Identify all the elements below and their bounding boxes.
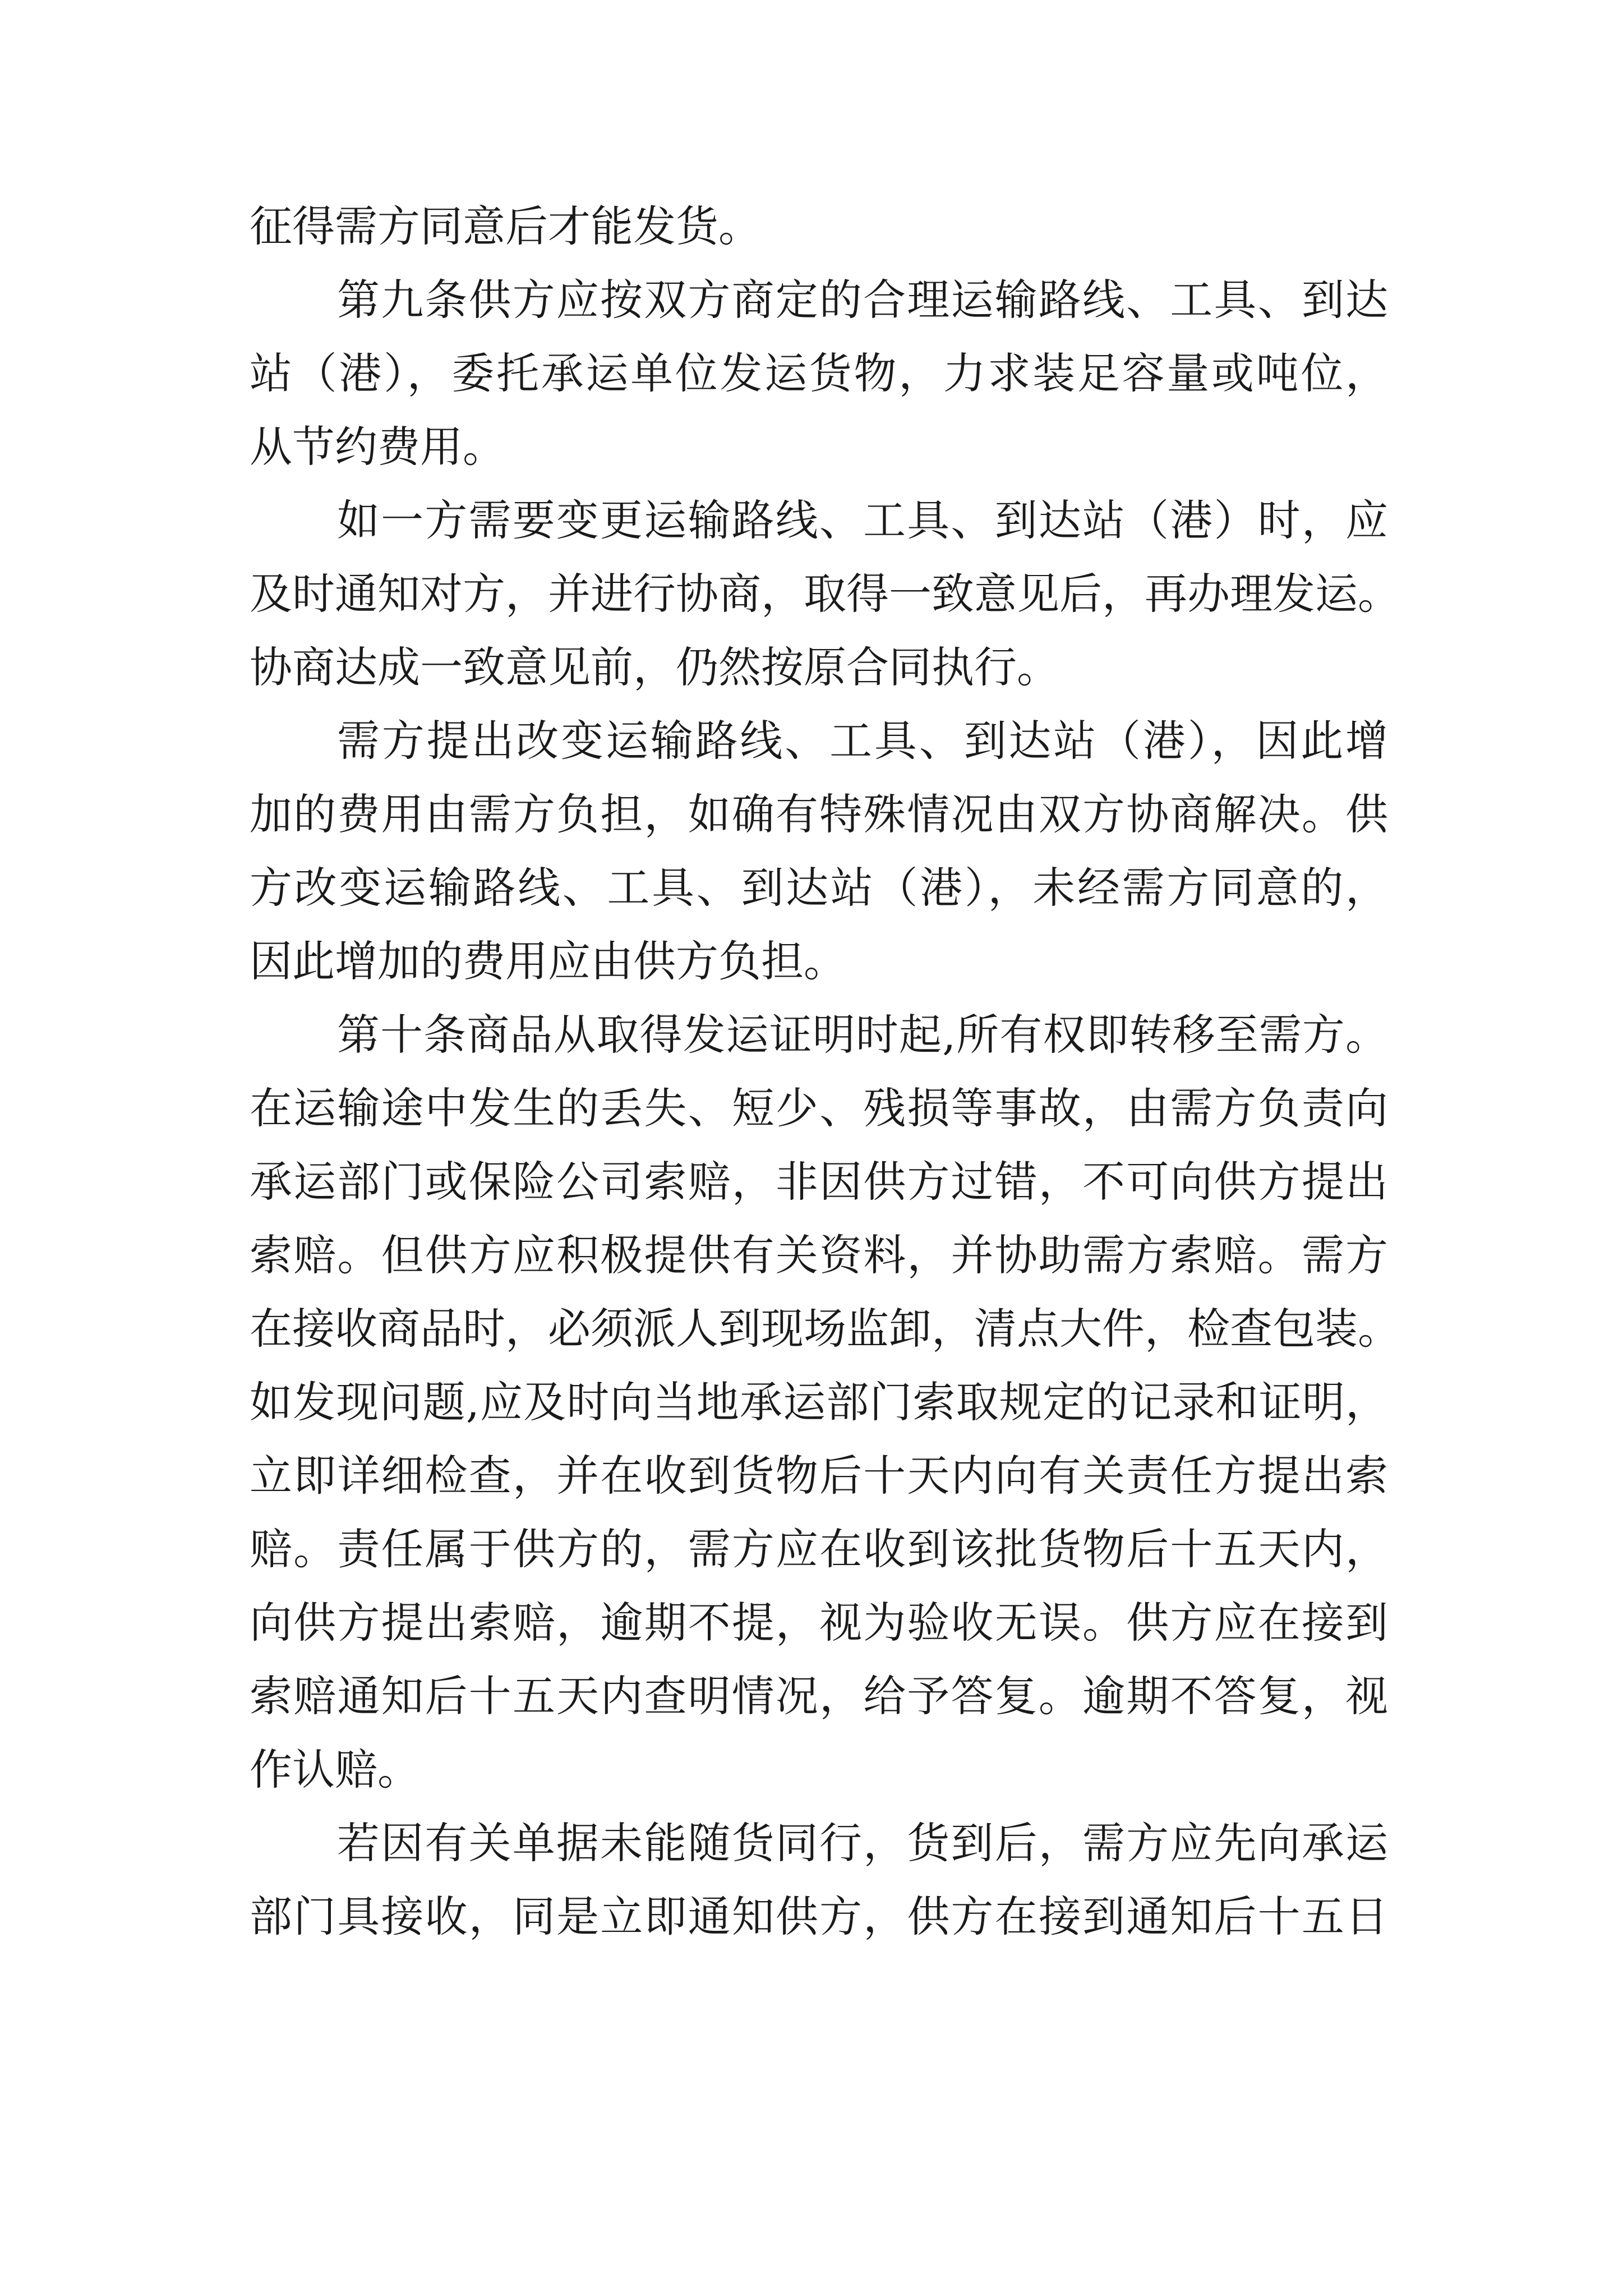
text-line: 索赔。但供方应积极提供有关资料，并协助需方索赔。需方 — [250, 1230, 1388, 1280]
text-line: 向供方提出索赔，逾期不提，视为验收无误。供方应在接到 — [250, 1598, 1388, 1648]
text-line: 协商达成一致意见前，仍然按原合同执行。 — [250, 642, 1059, 692]
text-line: 承运部门或保险公司索赔，非因供方过错，不可向供方提出 — [250, 1157, 1388, 1207]
text-line: 若因有关单据未能随货同行，货到后，需方应先向承运 — [337, 1818, 1388, 1868]
text-line: 立即详细检查，并在收到货物后十天内向有关责任方提出索 — [250, 1451, 1388, 1501]
text-line: 部门具接收，同是立即通知供方，供方在接到通知后十五日 — [250, 1892, 1388, 1941]
text-line: 加的费用由需方负担，如确有特殊情况由双方协商解决。供 — [250, 789, 1388, 839]
text-line: 在运输途中发生的丢失、短少、残损等事故，由需方负责向 — [250, 1083, 1388, 1133]
text-line: 因此增加的费用应由供方负担。 — [250, 936, 846, 986]
text-line: 如一方需要变更运输路线、工具、到达站（港）时，应 — [337, 495, 1388, 545]
text-line: 作认赔。 — [250, 1745, 420, 1795]
text-line: 方改变运输路线、工具、到达站（港），未经需方同意的， — [250, 863, 1388, 913]
text-line: 及时通知对方，并进行协商，取得一致意见后，再办理发运。 — [250, 569, 1400, 619]
text-line: 征得需方同意后才能发货。 — [250, 201, 761, 251]
document-body — [250, 190, 1400, 1953]
text-line: 在接收商品时，必须派人到现场监卸，清点大件，检查包装。 — [250, 1304, 1400, 1354]
text-line: 需方提出改变运输路线、工具、到达站（港），因此增 — [337, 716, 1388, 766]
text-line: 站（港），委托承运单位发运货物，力求装足容量或吨位， — [250, 348, 1388, 398]
text-line: 第九条供方应按双方商定的合理运输路线、工具、到达 — [337, 275, 1388, 325]
text-line: 如发现问题,应及时向当地承运部门索取规定的记录和证明， — [250, 1377, 1388, 1427]
text-line: 索赔通知后十五天内查明情况，给予答复。逾期不答复，视 — [250, 1671, 1388, 1721]
text-line: 第十条商品从取得发运证明时起,所有权即转移至需方。 — [337, 1010, 1388, 1060]
text-line: 赔。责任属于供方的，需方应在收到该批货物后十五天内， — [250, 1524, 1388, 1574]
text-line: 从节约费用。 — [250, 422, 505, 472]
